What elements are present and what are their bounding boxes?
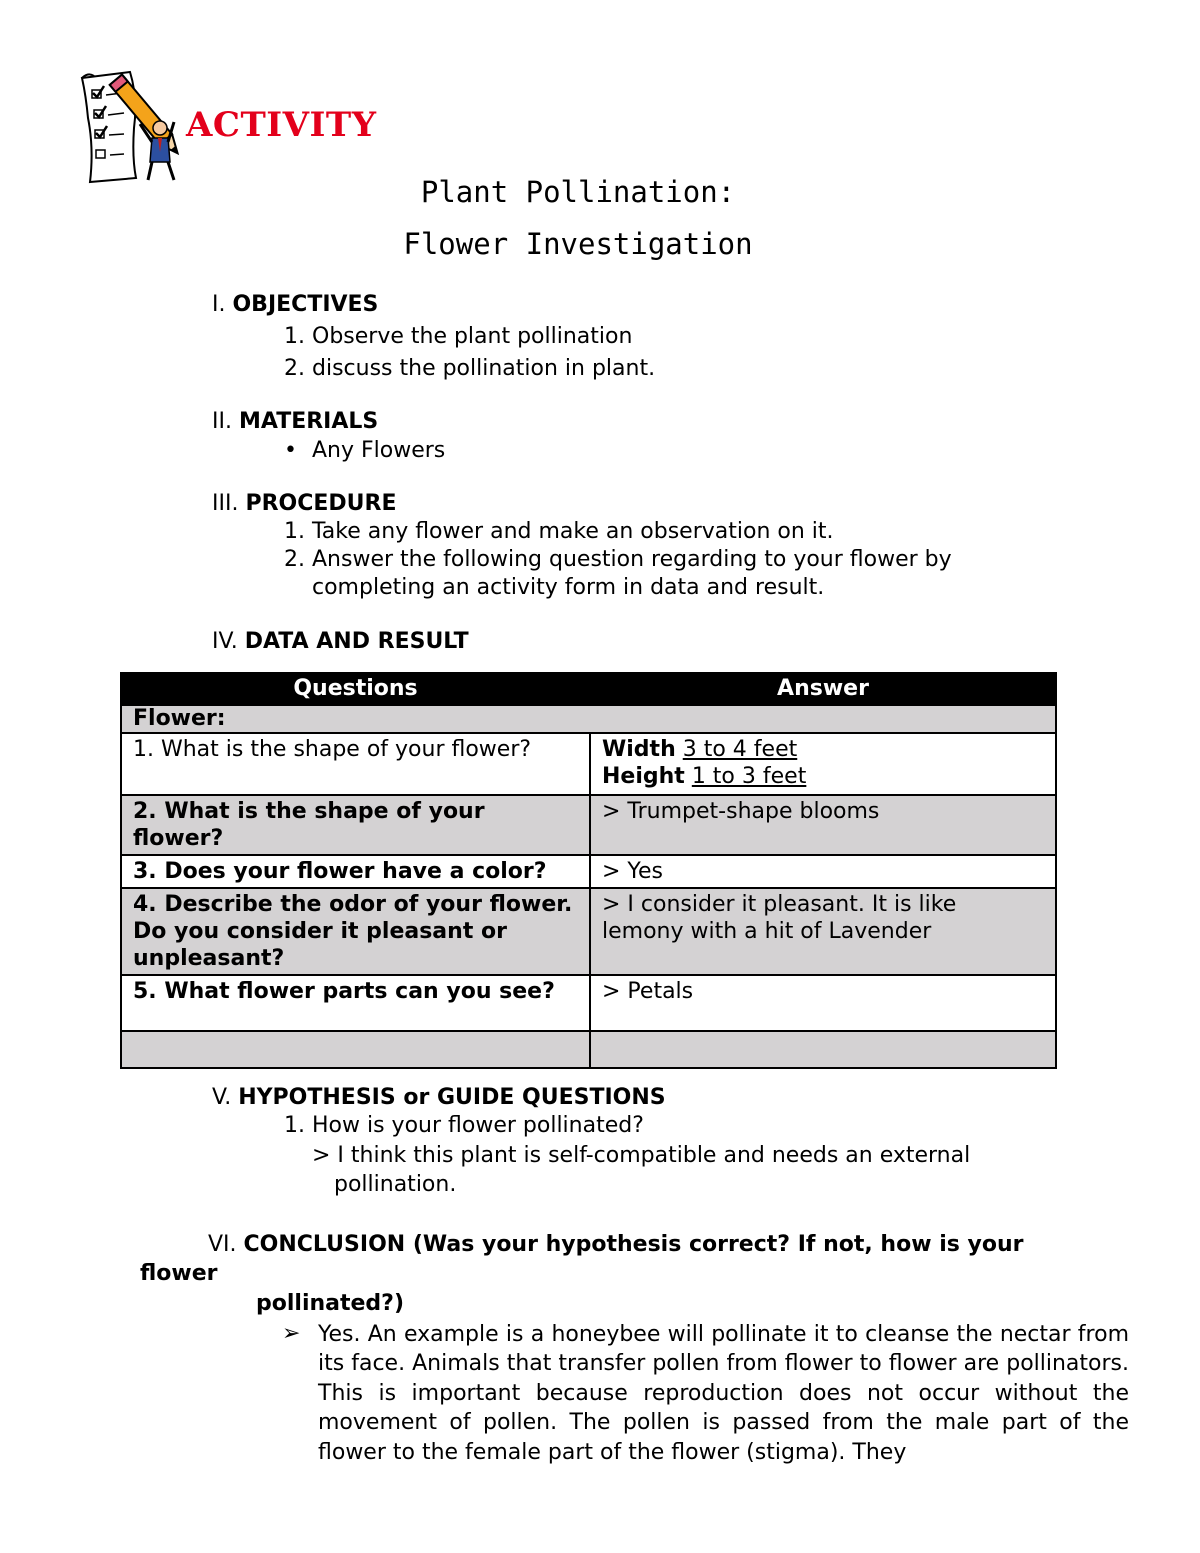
activity-clipart-logo [78, 68, 190, 184]
table-section-row [121, 705, 1056, 733]
section-numeral: VI. [208, 1232, 237, 1257]
answer-cell: > Yes [590, 855, 1056, 888]
materials-heading [212, 411, 378, 433]
question-cell: 5. What flower parts can you see? [121, 975, 590, 1031]
answer-cell: > Trumpet-shape blooms [590, 795, 1056, 855]
column-header-answer: Answer [590, 673, 1056, 705]
material-item-1: • Any Flowers [284, 438, 446, 463]
column-header-questions: Questions [121, 673, 590, 705]
section-numeral: IV. [212, 629, 238, 654]
data-result-heading [212, 631, 469, 653]
hypothesis-answer-line-1: > I think this plant is self-compatible and needs an external [312, 1143, 971, 1168]
table-header-row [121, 673, 1056, 705]
title-line-1: Plant Pollination: [420, 175, 736, 209]
table-row [121, 1031, 1056, 1068]
hypothesis-heading [212, 1087, 666, 1109]
conclusion-heading-line-2: flower [140, 1261, 218, 1286]
section-heading: MATERIALS [238, 409, 379, 434]
section-heading: HYPOTHESIS or GUIDE QUESTIONS [238, 1085, 666, 1110]
conclusion-heading-line-3: pollinated?) [256, 1291, 404, 1316]
objective-item-2: 2. discuss the pollination in plant. [284, 356, 656, 381]
procedure-item-2: 2. Answer the following question regarding to your flower by [284, 547, 952, 572]
answer-cell [590, 1031, 1056, 1068]
data-result-table [120, 672, 1057, 1069]
section-heading: CONCLUSION (Was your hypothesis correct? If not, how is your [243, 1232, 1024, 1257]
objective-item-1: 1. Observe the plant pollination [284, 324, 633, 349]
conclusion-paragraph: Yes. An example is a honeybee will pollinate it to cleanse the nectar from its face. Animals that transfer pollen from flower to flower are pollinators. This is important because reproduction does not occur without the movement of pollen. The pollen is passed from the male part of the flower to the female part of the flower (stigma). They [318, 1322, 1129, 1465]
section-numeral: V. [212, 1085, 232, 1110]
section-heading: OBJECTIVES [232, 292, 379, 317]
question-cell [121, 1031, 590, 1068]
title-line-2: Flower Investigation [403, 227, 753, 261]
hypothesis-answer-line-2: pollination. [334, 1172, 457, 1197]
conclusion-bullet-icon: ➢ [282, 1321, 301, 1346]
section-numeral: III. [212, 491, 239, 516]
question-cell: 1. What is the shape of your flower? [121, 733, 590, 795]
answer-cell: > Petals [590, 975, 1056, 1031]
table-row [121, 733, 1056, 795]
section-heading: DATA AND RESULT [244, 629, 469, 654]
procedure-heading [212, 493, 397, 515]
table-row [121, 888, 1056, 975]
answer-cell: Width 3 to 4 feet Height 1 to 3 feet [590, 733, 1056, 795]
question-cell: 4. Describe the odor of your flower. Do you consider it pleasant or unpleasant? [121, 888, 590, 975]
section-numeral: II. [212, 409, 232, 434]
objectives-heading [212, 294, 378, 316]
procedure-item-1: 1. Take any flower and make an observation on it. [284, 519, 834, 544]
table-row [121, 855, 1056, 888]
procedure-item-2-cont: completing an activity form in data and result. [312, 575, 825, 600]
table-row [121, 795, 1056, 855]
conclusion-heading [208, 1234, 1023, 1256]
question-cell: 2. What is the shape of your flower? [121, 795, 590, 855]
section-numeral: I. [212, 292, 226, 317]
section-label-flower: Flower: [121, 705, 1056, 733]
activity-label: ACTIVITY [186, 105, 377, 145]
table-row [121, 975, 1056, 1031]
question-cell: 3. Does your flower have a color? [121, 855, 590, 888]
answer-cell: > I consider it pleasant. It is like lemony with a hit of Lavender [590, 888, 1056, 975]
hypothesis-question: 1. How is your flower pollinated? [284, 1113, 644, 1138]
section-heading: PROCEDURE [245, 491, 397, 516]
